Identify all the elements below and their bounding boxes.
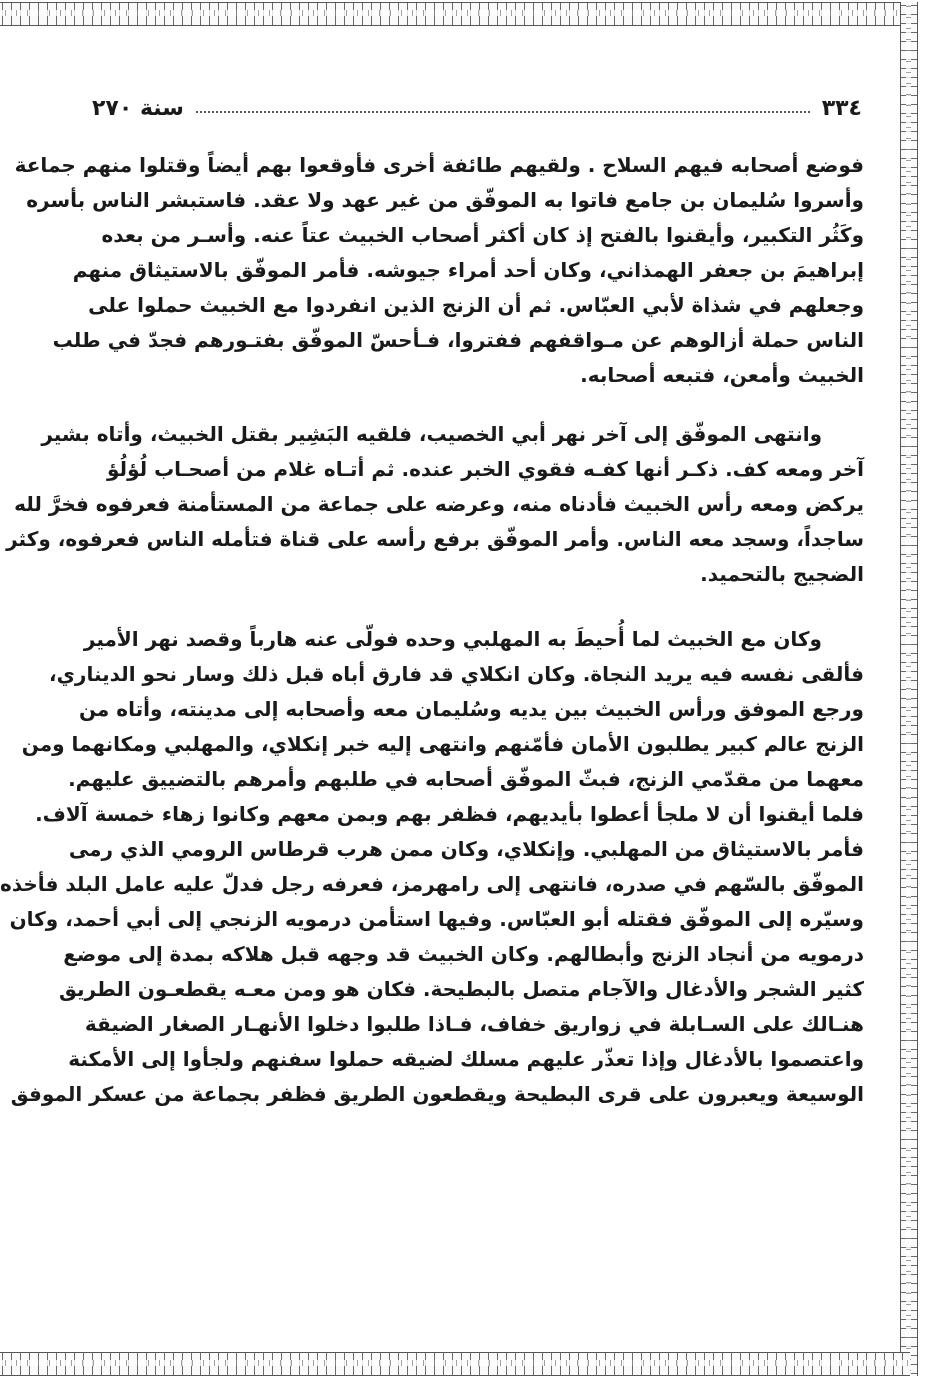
header-dotted-leader [196, 111, 810, 113]
text-line: وكان مع الخبيث لما أُحيطَ به المهلبي وحده فولّى عنه هارباً وقصد نهر الأمير [83, 627, 822, 651]
text-line: وأسروا سُليمان بن جامع فاتوا به الموفّق من غير عهد ولا عقد. فاستبشر الناس بأسره [26, 188, 864, 212]
text-line: يركض ومعه رأس الخبيث فأدناه منه، وعرضه على جماعة من المستأمنة فعرفوه فخرَّ لله [14, 492, 864, 516]
text-line: آخر ومعه كف. ذكـر أنها كفـه فقوي الخبر عنده. ثم أتـاه غلام من أصحـاب لُؤلُؤ [107, 457, 864, 481]
paragraph-3 [0, 622, 864, 1112]
text-line: كثير الشجر والأدغال والآجام متصل بالبطيحة. فكان هو ومن معـه يقطعـون الطريق [59, 977, 864, 1001]
text-line: ورجع الموفق ورأس الخبيث بين يديه وسُليمان معه وأصحابه إلى مدينته، وأتاه من [78, 697, 864, 721]
text-line: واعتصموا بالأدغال وإذا تعذّر عليهم مسلك لضيقه حملوا سفنهم ولجأوا إلى الأمكنة [68, 1047, 864, 1071]
paragraph-2 [6, 417, 864, 592]
text-line: وكَثُر التكبير، وأيقنوا بالفتح إذ كان أكثر أصحاب الخبيث عتاً عنه. وأسـر من بعده [101, 223, 864, 247]
text-line: إبراهيمَ بن جعفر الهمذاني، وكان أحد أمراء جيوشه. فأمر الموفّق بالاستيثاق منهم [72, 258, 864, 282]
text-line: وجعلهم في شذاة لأبي العبّاس. ثم أن الزنج الذين انفردوا مع الخبيث حملوا على [88, 293, 864, 317]
paragraph-1 [14, 148, 864, 393]
text-line: فأمر بالاستيثاق من المهلبي. وإنكلاي، وكان ممن هرب قرطاس الرومي الذي رمى [68, 837, 864, 861]
text-line: الزنج عالم كبير يطلبون الأمان فأمّنهم وانتهى إليه خبر إنكلاي، والمهلبي ومكانهما ومن [21, 732, 864, 756]
text-line: هنـالك على السـابلة في زواريق خفاف، فـاذا طلبوا دخلوا الأنهـار الصغار الضيقة [84, 1012, 864, 1036]
text-line: فلما أيقنوا أن لا ملجأ أعطوا بأيديهم، فظفر بهم وبمن معهم وكانوا زهاء خمسة آلاف. [35, 802, 864, 826]
right-ornamental-border [900, 2, 918, 1376]
text-line: الوسيعة ويعبرون على قرى البطيحة ويقطعون الطريق فظفر بجماعة من عسكر الموفق [10, 1082, 864, 1106]
top-ornamental-border [0, 2, 910, 26]
text-line: الخبيث وأمعن، فتبعه أصحابه. [580, 363, 864, 387]
text-line: وسيّره إلى الموفّق فقتله أبو العبّاس. وفيها استأمن درمويه الزنجي إلى أبي أحمد، وكان [9, 907, 864, 931]
text-line: فألقى نفسه فيه يريد النجاة. وكان انكلاي قد فارق أباه قبل ذلك وسار نحو الديناري، [49, 662, 864, 686]
text-line: معهما من مقدّمي الزنج، فبثّ الموفّق أصحابه في طلبهم وأمرهم بالتضييق عليهم. [68, 767, 864, 791]
text-line: فوضع أصحابه فيهم السلاح . ولقيهم طائفة أخرى فأوقعوا بهم أيضاً وقتلوا منهم جماعة [14, 153, 864, 177]
text-line: ساجداً، وسجد معه الناس. وأمر الموفّق برفع رأسه على قناة فتأمله الناس فعرفوه، وكثر [6, 527, 864, 551]
text-line: وانتهى الموفّق إلى آخر نهر أبي الخصيب، فلقيه البَشِير بقتل الخبيث، وأتاه بشير [41, 422, 822, 446]
text-line: الناس حملة أزالوهم عن مـواقفهم ففتروا، فـأحسّ الموفّق بفتـورهم فجدّ في طلب [52, 328, 864, 352]
text-line: الضجيج بالتحميد. [700, 562, 864, 586]
body-text [0, 148, 864, 1112]
bottom-ornamental-border [0, 1352, 910, 1376]
page-header [92, 90, 862, 126]
text-line: الموفّق بالسّهم في صدره، فانتهى إلى رامهرمز، فعرفه رجل فدلّ عليه عامل البلد فأخذه [0, 872, 864, 896]
page-number: ٣٣٤ [821, 95, 862, 121]
year-label: سنة ٢٧٠ [92, 95, 184, 121]
text-line: درمويه من أنجاد الزنج وأبطالهم. وكان الخبيث قد وجهه قبل هلاكه بمدة إلى موضع [63, 942, 864, 966]
